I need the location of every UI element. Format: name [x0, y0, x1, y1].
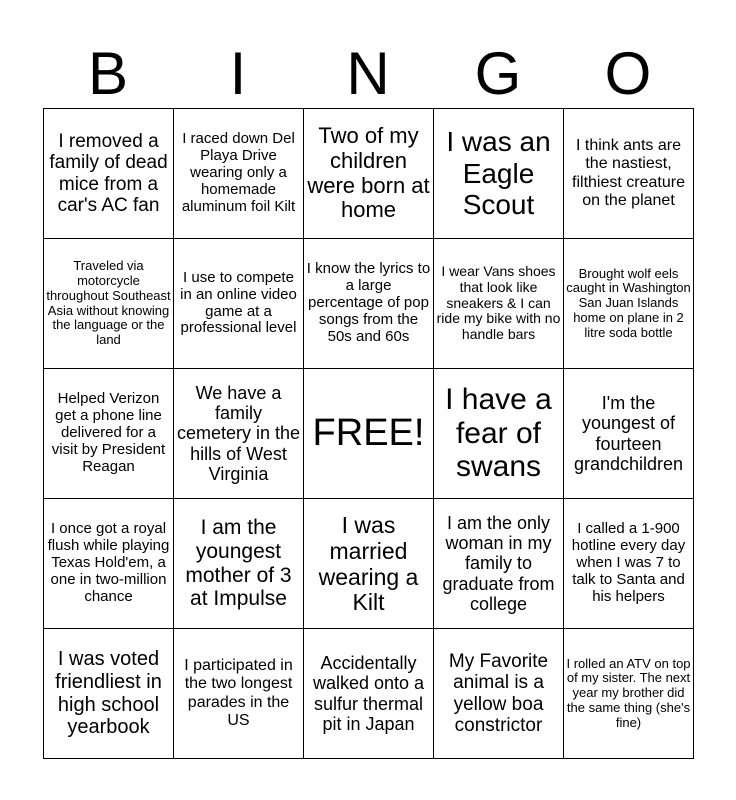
bingo-cell[interactable]: I was an Eagle Scout — [434, 109, 564, 239]
bingo-cell[interactable]: I use to compete in an online video game at a professional level — [174, 239, 304, 369]
bingo-cell[interactable]: We have a family cemetery in the hills of West Virginia — [174, 369, 304, 499]
bingo-cell[interactable]: I raced down Del Playa Drive wearing only a homemade aluminum foil Kilt — [174, 109, 304, 239]
bingo-cell[interactable]: I think ants are the nastiest, filthiest creature on the planet — [564, 109, 694, 239]
bingo-cell[interactable]: I know the lyrics to a large percentage of pop songs from the 50s and 60s — [304, 239, 434, 369]
bingo-cell[interactable]: Helped Verizon get a phone line delivered for a visit by President Reagan — [44, 369, 174, 499]
bingo-cell[interactable]: I was married wearing a Kilt — [304, 499, 434, 629]
bingo-cell[interactable]: I'm the youngest of fourteen grandchildren — [564, 369, 694, 499]
bingo-cell[interactable]: I removed a family of dead mice from a car's AC fan — [44, 109, 174, 239]
bingo-cell[interactable]: Traveled via motorcycle throughout Southeast Asia without knowing the language or the land — [44, 239, 174, 369]
bingo-cell[interactable]: I have a fear of swans — [434, 369, 564, 499]
grid-row — [44, 629, 694, 759]
bingo-cell[interactable]: I rolled an ATV on top of my sister. The next year my brother did the same thing (she's fine) — [564, 629, 694, 759]
grid-row — [44, 109, 694, 239]
bingo-cell[interactable]: I once got a royal flush while playing Texas Hold'em, a one in two-million chance — [44, 499, 174, 629]
bingo-cell[interactable]: I participated in the two longest parades in the US — [174, 629, 304, 759]
grid-row — [44, 239, 694, 369]
bingo-cell[interactable]: Brought wolf eels caught in Washington San Juan Islands home on plane in 2 litre soda bottle — [564, 239, 694, 369]
bingo-cell[interactable]: I am the only woman in my family to graduate from college — [434, 499, 564, 629]
bingo-cell[interactable]: Two of my children were born at home — [304, 109, 434, 239]
header-letter-i: I — [229, 40, 247, 107]
bingo-cell[interactable]: I called a 1-900 hotline every day when I was 7 to talk to Santa and his helpers — [564, 499, 694, 629]
bingo-cell[interactable]: I wear Vans shoes that look like sneakers & I can ride my bike with no handle bars — [434, 239, 564, 369]
free-space[interactable]: FREE! — [304, 369, 434, 499]
header-letter-b: B — [87, 40, 129, 107]
grid-row — [44, 499, 694, 629]
bingo-cell[interactable]: Accidentally walked onto a sulfur thermal pit in Japan — [304, 629, 434, 759]
grid-row — [44, 369, 694, 499]
bingo-grid — [43, 108, 694, 759]
bingo-header — [43, 40, 693, 108]
bingo-cell[interactable]: My Favorite animal is a yellow boa constrictor — [434, 629, 564, 759]
header-letter-g: G — [474, 40, 522, 107]
header-letter-o: O — [604, 40, 652, 107]
header-letter-n: N — [346, 40, 390, 107]
bingo-cell[interactable]: I was voted friendliest in high school yearbook — [44, 629, 174, 759]
bingo-cell[interactable]: I am the youngest mother of 3 at Impulse — [174, 499, 304, 629]
